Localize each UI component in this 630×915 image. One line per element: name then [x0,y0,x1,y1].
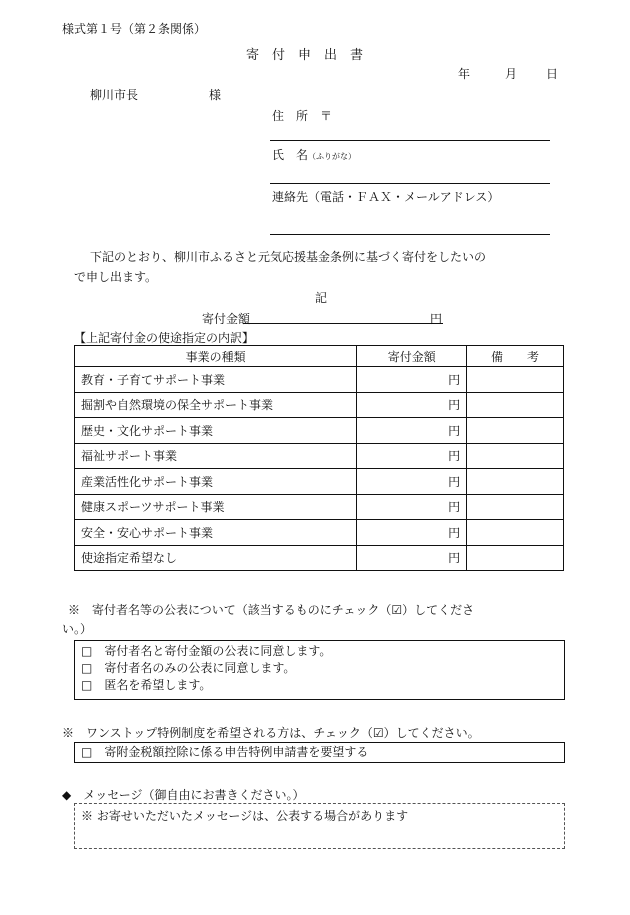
table-row [75,418,564,444]
onestop-note: ※ ワンストップ特例制度を希望される方は、チェック（☑）してください。 [62,726,480,740]
name-label [272,146,356,163]
publication-option-anonymous[interactable]: □ 匿名を希望します。 [81,678,212,692]
addressee-suffix: 様 [209,88,222,102]
date-month-label: 月 [505,67,518,81]
row-label: 健康スポーツサポート事業 [75,494,357,520]
onestop-option[interactable]: □ 寄附金税額控除に係る申告特例申請書を要望する [81,745,369,759]
ki-marker: 記 [315,291,328,305]
row-amount-cell[interactable]: 円 [357,443,467,469]
date-year-label: 年 [458,67,471,81]
row-label: 安全・安心サポート事業 [75,520,357,546]
name-label-text: 氏 名 [272,148,309,162]
amount-unit: 円 [430,312,443,326]
form-number: 様式第１号（第２条関係） [62,22,207,36]
publication-note-line-1: ※ 寄付者名等の公表について（該当するものにチェック（☑）してくださ [68,603,475,617]
table-row [75,494,564,520]
addressee: 柳川市長 [90,88,139,102]
onestop-option-box [74,742,565,763]
row-label: 掘割や自然環境の保全サポート事業 [75,392,357,418]
contact-field[interactable] [270,234,550,235]
amount-field[interactable] [243,323,443,324]
row-remarks-cell[interactable] [467,418,564,444]
header-category: 事業の種類 [75,346,357,367]
table-row [75,392,564,418]
message-note: ※ お寄せいただいたメッセージは、公表する場合があります [81,809,409,823]
address-label: 住 所 〒 [272,109,333,123]
uses-table [74,345,564,571]
row-label: 歴史・文化サポート事業 [75,418,357,444]
row-remarks-cell[interactable] [467,367,564,393]
table-row [75,545,564,571]
row-amount-cell[interactable]: 円 [357,418,467,444]
header-amount: 寄付金額 [357,346,467,367]
row-amount-cell[interactable]: 円 [357,392,467,418]
uses-table-caption: 【上記寄付金の使途指定の内訳】 [74,331,255,345]
table-row [75,367,564,393]
message-box[interactable] [74,803,565,849]
table-row [75,443,564,469]
name-field[interactable] [270,183,550,184]
row-remarks-cell[interactable] [467,520,564,546]
row-label: 福祉サポート事業 [75,443,357,469]
row-amount-cell[interactable]: 円 [357,469,467,495]
publication-option-name-and-amount[interactable]: □ 寄付者名と寄付金額の公表に同意します。 [81,644,332,658]
row-amount-cell[interactable]: 円 [357,545,467,571]
row-remarks-cell[interactable] [467,469,564,495]
row-remarks-cell[interactable] [467,494,564,520]
table-row [75,469,564,495]
row-remarks-cell[interactable] [467,545,564,571]
row-remarks-cell[interactable] [467,392,564,418]
row-label: 産業活性化サポート事業 [75,469,357,495]
row-label: 使途指定希望なし [75,545,357,571]
row-amount-cell[interactable]: 円 [357,367,467,393]
header-remarks: 備 考 [467,346,564,367]
document-title: 寄 付 申 出 書 [246,48,364,63]
table-row [75,520,564,546]
uses-table-header [75,346,564,367]
amount-label: 寄付金額 [202,312,251,326]
publication-options-box [74,640,565,700]
publication-option-name-only[interactable]: □ 寄付者名のみの公表に同意します。 [81,661,296,675]
publication-note-line-2: い。） [62,622,93,636]
furigana-label: （ふりがな） [308,152,357,161]
row-amount-cell[interactable]: 円 [357,494,467,520]
row-remarks-cell[interactable] [467,443,564,469]
row-label: 教育・子育てサポート事業 [75,367,357,393]
statement-line-2: で申し出ます。 [74,270,158,284]
address-field[interactable] [270,140,550,141]
message-heading: ◆ メッセージ（御自由にお書きください。） [62,788,305,802]
date-day-label: 日 [546,67,559,81]
contact-label: 連絡先（電話・ＦＡＸ・メールアドレス） [272,190,500,204]
statement-line-1: 下記のとおり、柳川市ふるさと元気応援基金条例に基づく寄付をしたいの [90,250,487,264]
row-amount-cell[interactable]: 円 [357,520,467,546]
